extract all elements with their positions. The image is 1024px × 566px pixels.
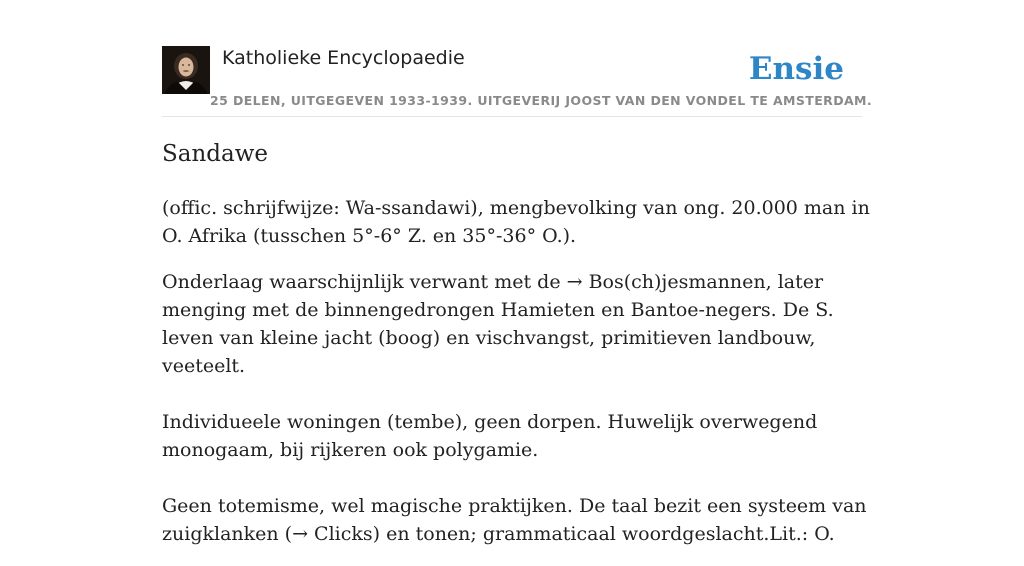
entry-title: Sandawe [162, 141, 269, 167]
source-subtitle: 25 DELEN, UITGEGEVEN 1933-1939. UITGEVERIJ JOOST VAN DEN VONDEL TE AMSTERDAM. [210, 93, 873, 108]
source-title[interactable]: Katholieke Encyclopaedie [222, 47, 465, 69]
portrait-avatar-icon[interactable] [162, 46, 210, 94]
entry-paragraph-1: Onderlaag waarschijnlijk verwant met de → Bos(ch)jesmannen, later menging met de binnengedrongen Hamieten en Bantoe-negers. De S. leven van kleine jacht (boog) en vischvangst, primitieven landbouw, veeteelt. [162, 271, 834, 377]
article [162, 138, 872, 566]
source-header [162, 46, 873, 117]
entry-paragraph-2: Individueele woningen (tembe), geen dorpen. Huwelijk overwegend monogaam, bij rijkeren ook polygamie. [162, 411, 818, 461]
entry-paragraph-3: Geen totemisme, wel magische praktijken. De taal bezit een systeem van zuigklanken (→ Clicks) en tonen; grammaticaal woordgeslacht.Lit.: O. [162, 495, 867, 545]
brand-logo-link[interactable]: Ensie [748, 51, 844, 87]
entry-intro: (offic. schrijfwijze: Wa-ssandawi), mengbevolking van ong. 20.000 man in O. Afrika (tusschen 5°-6° Z. en 35°-36° O.). [162, 197, 870, 247]
